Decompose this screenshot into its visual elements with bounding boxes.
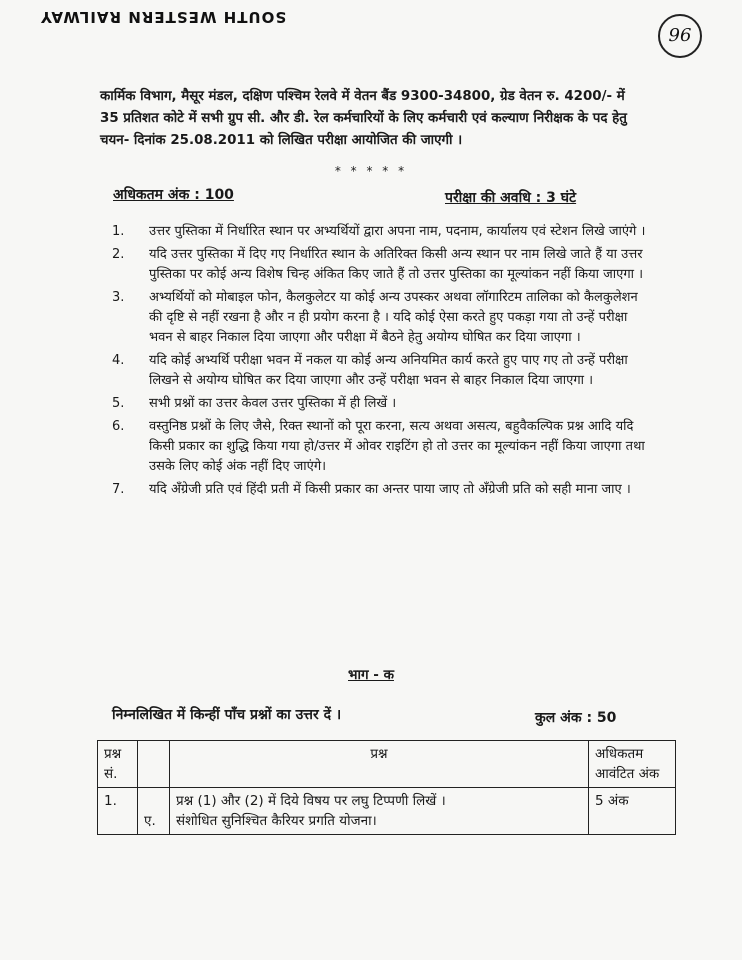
instruction-item xyxy=(112,394,652,414)
instruction-text: यदि कोई अभ्यर्थि परीक्षा भवन में नकल या कोई अन्य अनियमित कार्य करते हुए पाए गए तो उन्हें परीक्षा लिखने से अयोग्य घोषित कर दिया जाएगा और उन्हें परीक्षा भवन से बाहर निकाल दिया जाएगा । xyxy=(149,353,628,388)
row-sub xyxy=(138,788,170,835)
instruction-number: 7. xyxy=(112,482,125,497)
table-row xyxy=(98,788,676,835)
instruction-number: 5. xyxy=(112,396,125,411)
instruction-item xyxy=(112,417,652,477)
instruction-number: 3. xyxy=(112,290,125,305)
header-question: प्रश्न xyxy=(170,741,589,788)
header-sub xyxy=(138,741,170,788)
part-title-text: भाग - क xyxy=(348,667,394,683)
intro-paragraph: कार्मिक विभाग, मैसूर मंडल, दक्षिण पश्चिम रेलवे में वेतन बैंड 9300-34800, ग्रेड वेतन रु. 4200/- में 35 प्रतिशत कोटे में सभी ग्रुप सी. और डी. रेल कर्मचारियों के लिए कर्मचारी एवं कल्याण निरीक्षक के पद हेतु चयन- दिनांक 25.08.2011 को लिखित परीक्षा आयोजित की जाएगी । xyxy=(100,89,627,148)
instruction-number: 1. xyxy=(112,224,125,239)
instruction-item xyxy=(112,480,652,500)
exam-duration: परीक्षा की अवधि : 3 घंटे xyxy=(445,190,577,206)
row-question xyxy=(170,788,589,835)
row-sno: 1. xyxy=(98,788,138,835)
instruction-number: 4. xyxy=(112,353,125,368)
instruction-number: 2. xyxy=(112,247,125,262)
instructions-list xyxy=(112,222,652,503)
instruction-text: सभी प्रश्नों का उत्तर केवल उत्तर पुस्तिका में ही लिखें । xyxy=(149,396,397,411)
instruction-text: यदि अँग्रेजी प्रति एवं हिंदी प्रती में किसी प्रकार का अन्तर पाया जाए तो अँग्रेजी प्रति को सही माना जाए । xyxy=(149,482,631,497)
instruction-text: अभ्यर्थियों को मोबाइल फोन, कैलकुलेटर या कोई अन्य उपस्कर अथवा लॉगारिटम तालिका को कैलकुलेशन की दृष्टि से नहीं रखना है और न ही प्रयोग करना है । यदि कोई ऐसा करते हुए पकड़ा गया तो उन्हें परीक्षा भवन से बाहर निकाल दिया जाएगा और परीक्षा में बैठने हेतु अयोग्य घोषित कर दिया जाएगा । xyxy=(149,290,638,345)
header-sno: प्रश्न सं. xyxy=(98,741,138,788)
total-marks: कुल अंक : 50 xyxy=(535,710,617,726)
instruction-number: 6. xyxy=(112,419,125,434)
table-header-row xyxy=(98,741,676,788)
question-line-1: प्रश्न (1) और (2) में दिये विषय पर लघु टिप्पणी लिखें । xyxy=(176,793,446,809)
answer-instruction: निम्नलिखित में किन्हीं पाँच प्रश्नों का उत्तर दें । xyxy=(112,707,342,723)
part-title xyxy=(0,665,742,683)
instruction-item xyxy=(112,222,652,242)
max-marks: अधिकतम अंक : 100 xyxy=(113,187,234,203)
question-table xyxy=(97,740,676,835)
instruction-text: उत्तर पुस्तिका में निर्धारित स्थान पर अभ्यर्थियों द्वारा अपना नाम, पदनाम, कार्यालय एवं स्टेशन लिखे जाएंगे । xyxy=(149,224,646,239)
header-marks: अधिकतम आवंटित अंक xyxy=(589,741,676,788)
instruction-text: वस्तुनिष्ठ प्रश्नों के लिए जैसे, रिक्त स्थानों को पूरा करना, सत्य अथवा असत्य, बहुवैकल्पिक प्रश्न आदि यदि किसी प्रकार का शुद्धि किया गया हो/उत्तर में ओवर राइटिंग हो तो उत्तर का मूल्यांकन नहीं किया जाएगा तथा उसके लिए कोई अंक नहीं दिए जाएंगे। xyxy=(149,419,645,474)
instruction-item xyxy=(112,288,652,348)
instruction-item xyxy=(112,245,652,285)
row-sub-label: ए. xyxy=(144,813,156,829)
railway-stamp: SOUTH WESTERN RAILWAY xyxy=(40,8,287,26)
page-number: 96 xyxy=(658,14,702,58)
instruction-item xyxy=(112,351,652,391)
instruction-text: यदि उत्तर पुस्तिका में दिए गए निर्धारित स्थान के अतिरिक्त किसी अन्य स्थान पर नाम लिखे जाते हैं या उत्तर पुस्तिका पर कोई अन्य विशेष चिन्ह अंकित किए जाते हैं तो उत्तर पुस्तिका का मूल्यांकन नहीं किया जाएगा । xyxy=(149,247,644,282)
row-marks: 5 अंक xyxy=(589,788,676,835)
question-line-2: संशोधित सुनिश्चित कैरियर प्रगति योजना। xyxy=(176,813,377,829)
separator: * * * * * xyxy=(334,164,408,178)
